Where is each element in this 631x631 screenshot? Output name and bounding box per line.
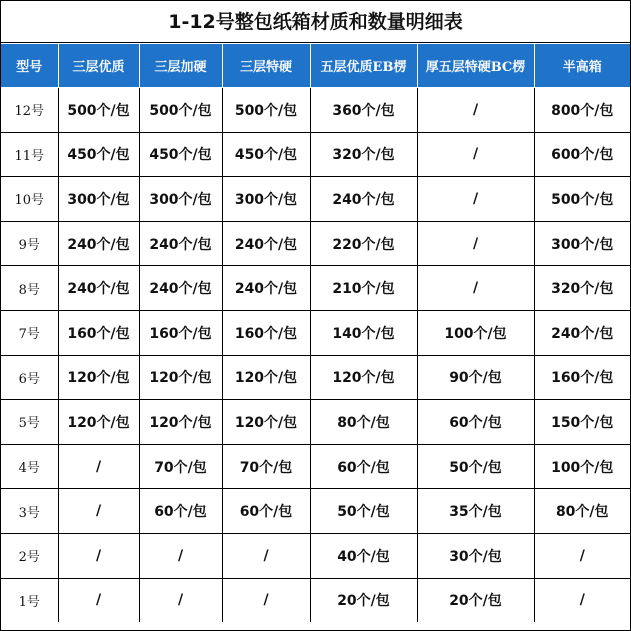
header-three-layer-premium: 三层优质 xyxy=(58,44,139,88)
three-layer-premium-cell: / xyxy=(58,489,139,534)
table-row xyxy=(1,221,630,266)
model-cell: 7号 xyxy=(1,310,58,355)
three-layer-extra-hard-cell: 70个/包 xyxy=(222,444,310,489)
three-layer-reinforced-cell: 240个/包 xyxy=(139,221,222,266)
three-layer-extra-hard-cell: 160个/包 xyxy=(222,310,310,355)
three-layer-extra-hard-cell: / xyxy=(222,533,310,578)
half-height-box-cell: 150个/包 xyxy=(534,400,630,445)
three-layer-premium-cell: 450个/包 xyxy=(58,132,139,177)
table-row xyxy=(1,88,630,133)
three-layer-extra-hard-cell: 300个/包 xyxy=(222,177,310,222)
header-model: 型号 xyxy=(1,44,58,88)
three-layer-reinforced-cell: 120个/包 xyxy=(139,400,222,445)
three-layer-reinforced-cell: 300个/包 xyxy=(139,177,222,222)
header-row xyxy=(1,44,630,88)
three-layer-reinforced-cell: 160个/包 xyxy=(139,310,222,355)
half-height-box-cell: 80个/包 xyxy=(534,489,630,534)
three-layer-premium-cell: 120个/包 xyxy=(58,400,139,445)
model-cell: 11号 xyxy=(1,132,58,177)
table-title: 1-12号整包纸箱材质和数量明细表 xyxy=(1,1,630,43)
model-cell: 2号 xyxy=(1,533,58,578)
three-layer-extra-hard-cell: 240个/包 xyxy=(222,221,310,266)
model-cell: 12号 xyxy=(1,88,58,133)
three-layer-premium-cell: 300个/包 xyxy=(58,177,139,222)
three-layer-reinforced-cell: 450个/包 xyxy=(139,132,222,177)
three-layer-reinforced-cell: 500个/包 xyxy=(139,88,222,133)
half-height-box-cell: 320个/包 xyxy=(534,266,630,311)
half-height-box-cell: 160个/包 xyxy=(534,355,630,400)
thick-five-layer-bc-cell: 30个/包 xyxy=(417,533,534,578)
half-height-box-cell: / xyxy=(534,533,630,578)
three-layer-reinforced-cell: 240个/包 xyxy=(139,266,222,311)
thick-five-layer-bc-cell: 20个/包 xyxy=(417,578,534,622)
five-layer-eb-cell: 40个/包 xyxy=(310,533,417,578)
three-layer-premium-cell: / xyxy=(58,578,139,622)
thick-five-layer-bc-cell: / xyxy=(417,132,534,177)
header-half-height-box: 半高箱 xyxy=(534,44,630,88)
three-layer-premium-cell: / xyxy=(58,444,139,489)
table-row xyxy=(1,266,630,311)
table-row xyxy=(1,310,630,355)
table-row xyxy=(1,400,630,445)
half-height-box-cell: 100个/包 xyxy=(534,444,630,489)
model-cell: 5号 xyxy=(1,400,58,445)
table-body xyxy=(1,88,630,623)
table-row xyxy=(1,132,630,177)
three-layer-reinforced-cell: 70个/包 xyxy=(139,444,222,489)
five-layer-eb-cell: 80个/包 xyxy=(310,400,417,445)
three-layer-extra-hard-cell: / xyxy=(222,578,310,622)
three-layer-extra-hard-cell: 450个/包 xyxy=(222,132,310,177)
five-layer-eb-cell: 120个/包 xyxy=(310,355,417,400)
five-layer-eb-cell: 140个/包 xyxy=(310,310,417,355)
five-layer-eb-cell: 60个/包 xyxy=(310,444,417,489)
five-layer-eb-cell: 240个/包 xyxy=(310,177,417,222)
header-three-layer-reinforced: 三层加硬 xyxy=(139,44,222,88)
model-cell: 9号 xyxy=(1,221,58,266)
five-layer-eb-cell: 360个/包 xyxy=(310,88,417,133)
half-height-box-cell: 500个/包 xyxy=(534,177,630,222)
thick-five-layer-bc-cell: 60个/包 xyxy=(417,400,534,445)
model-cell: 4号 xyxy=(1,444,58,489)
half-height-box-cell: 240个/包 xyxy=(534,310,630,355)
table-row xyxy=(1,444,630,489)
three-layer-premium-cell: 120个/包 xyxy=(58,355,139,400)
three-layer-premium-cell: 160个/包 xyxy=(58,310,139,355)
three-layer-reinforced-cell: 60个/包 xyxy=(139,489,222,534)
three-layer-extra-hard-cell: 120个/包 xyxy=(222,355,310,400)
half-height-box-cell: 300个/包 xyxy=(534,221,630,266)
three-layer-extra-hard-cell: 500个/包 xyxy=(222,88,310,133)
table-row xyxy=(1,533,630,578)
three-layer-extra-hard-cell: 60个/包 xyxy=(222,489,310,534)
material-quantity-table xyxy=(1,43,630,622)
thick-five-layer-bc-cell: 35个/包 xyxy=(417,489,534,534)
thick-five-layer-bc-cell: 100个/包 xyxy=(417,310,534,355)
three-layer-reinforced-cell: / xyxy=(139,578,222,622)
half-height-box-cell: / xyxy=(534,578,630,622)
five-layer-eb-cell: 20个/包 xyxy=(310,578,417,622)
three-layer-premium-cell: 240个/包 xyxy=(58,221,139,266)
thick-five-layer-bc-cell: 90个/包 xyxy=(417,355,534,400)
thick-five-layer-bc-cell: / xyxy=(417,266,534,311)
five-layer-eb-cell: 210个/包 xyxy=(310,266,417,311)
model-cell: 3号 xyxy=(1,489,58,534)
three-layer-extra-hard-cell: 120个/包 xyxy=(222,400,310,445)
three-layer-extra-hard-cell: 240个/包 xyxy=(222,266,310,311)
five-layer-eb-cell: 220个/包 xyxy=(310,221,417,266)
thick-five-layer-bc-cell: 50个/包 xyxy=(417,444,534,489)
three-layer-premium-cell: / xyxy=(58,533,139,578)
three-layer-premium-cell: 500个/包 xyxy=(58,88,139,133)
header-five-layer-eb: 五层优质EB楞 xyxy=(310,44,417,88)
thick-five-layer-bc-cell: / xyxy=(417,88,534,133)
half-height-box-cell: 800个/包 xyxy=(534,88,630,133)
three-layer-reinforced-cell: 120个/包 xyxy=(139,355,222,400)
table-row xyxy=(1,355,630,400)
five-layer-eb-cell: 320个/包 xyxy=(310,132,417,177)
table-row xyxy=(1,578,630,622)
model-cell: 8号 xyxy=(1,266,58,311)
model-cell: 6号 xyxy=(1,355,58,400)
model-cell: 1号 xyxy=(1,578,58,622)
table-row xyxy=(1,177,630,222)
thick-five-layer-bc-cell: / xyxy=(417,177,534,222)
table-row xyxy=(1,489,630,534)
header-three-layer-extra-hard: 三层特硬 xyxy=(222,44,310,88)
half-height-box-cell: 600个/包 xyxy=(534,132,630,177)
model-cell: 10号 xyxy=(1,177,58,222)
five-layer-eb-cell: 50个/包 xyxy=(310,489,417,534)
three-layer-reinforced-cell: / xyxy=(139,533,222,578)
header-thick-five-layer-bc: 厚五层特硬BC楞 xyxy=(417,44,534,88)
three-layer-premium-cell: 240个/包 xyxy=(58,266,139,311)
thick-five-layer-bc-cell: / xyxy=(417,221,534,266)
